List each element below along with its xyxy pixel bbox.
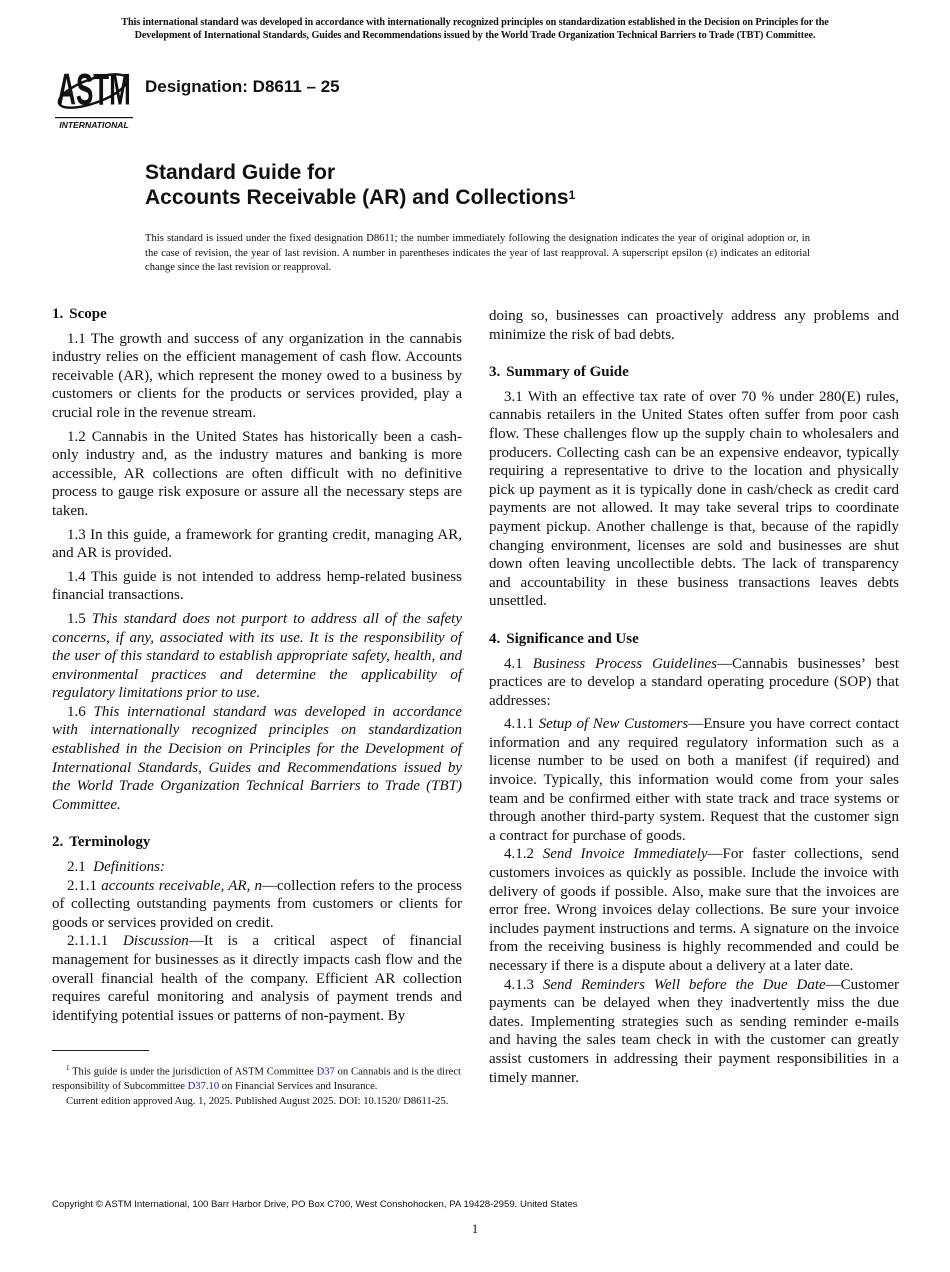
edition-note: Current edition approved Aug. 1, 2025. Published August 2025. DOI: 10.1520/ D8611-25. [66, 1095, 449, 1107]
section-heading-terminology: 2. Terminology [52, 834, 151, 851]
left-column [52, 305, 462, 1025]
paragraph-1-2: 1.2 Cannabis in the United States has historically been a cash-only industry and, as the industry matures and banking is more accessible, AR collections are often difficult with no definitive process to gauge risk exposure or assure all the necessary steps are taken. [52, 428, 462, 519]
paragraph-1-1: 1.1 The growth and success of any organization in the cannabis industry relies on the efficient management of cash flow. Accounts receivable (AR), which represent the money owed to a business by customers or clients for the products or services provided, play a crucial role in the revenue stream. [52, 330, 462, 421]
paragraph-4-1: 4.1 Business Process Guidelines—Cannabis businesses’ best practices are to develop a standard operating procedure (SOP) that addresses: [489, 655, 900, 709]
footnote-divider [52, 1050, 149, 1051]
designation: Designation: D8611 – 25 [145, 77, 340, 96]
paragraph-1-6: 1.6 This international standard was developed in accordance with internationally recognized principles on standardization established in the Decision on Principles for the Development of International Standards, Guides and Recommendations issued by the World Trade Organization Technical Barriers to Trade (TBT) Committee. [52, 703, 463, 813]
svg-text:INTERNATIONAL: INTERNATIONAL [59, 120, 129, 130]
paragraph-2-1-1-1: 2.1.1.1 Discussion—It is a critical aspect of financial management for businesses as it directly impacts cash flow and the overall financial health of the company. Efficient AR collection requires careful monitoring and analysis of payment trends and identifying potential issues or patterns of non-payment. By [52, 933, 462, 1024]
section-heading-summary: 3. Summary of Guide [489, 364, 629, 381]
notice-line-1: This international standard was developed in accordance with internationally recognized principles on standardization established in the Decision on Principles for the [121, 17, 829, 28]
paragraph-3-1: 3.1 With an effective tax rate of over 70 % under 280(E) rules, cannabis retailers in the United States often suffer from poor cash flow. These challenges flow up the supply chain to wholesalers and producers. Collecting cash can be an expensive endeavor, typically requiring a representative to drive to the location and physically pick up payment as it is typically done in cash/check as credit card payments are not allowed. It may take several trips to coordinate payment pickup. Another challenge is that, because of the rapidly changing environment, licenses are sold and businesses are shut down often leaving uncollectible debts. The lack of transparency and accountability in these business transactions leaves debts unsettled. [489, 388, 899, 610]
svg-text:ASTM: ASTM [57, 64, 131, 115]
page-number: 1 [471, 1221, 479, 1236]
title-footnote-ref[interactable]: 1 [568, 188, 576, 202]
top-notice [40, 16, 910, 42]
paragraph-4-1-3: 4.1.3 Send Reminders Well before the Due Date—Customer payments can be delayed when they inadvertently miss the due dates. Implementing strategies such as sending reminder e-mails and having the sales team check in with the customer can greatly assist customers in addressing their payment responsibilities in a timely manner. [489, 976, 899, 1086]
paragraph-4-1-2: 4.1.2 Send Invoice Immediately—For faster collections, send customers invoices as quickly as possible. Include the invoice with delivery of goods if possible. Also, make sure that the invoices are error free. Wrong invoices delay collections. Be sure your invoice includes payment instructions and terms. A signature on the invoice from the receiving business is highly recommended and could be necessary if there is a dispute about a delivery at a later date. [489, 846, 899, 974]
footnote-1: $^1$ This guide is under the jurisdiction of ASTM Committee D37 on Cannabis and is the direct responsibility of Subcommittee D37.10 on Financial Services and Insurance. [52, 1064, 461, 1093]
title-line-1: Standard Guide for [145, 161, 336, 184]
section-heading-scope: 1. Scope [52, 306, 107, 322]
footnote [52, 1061, 461, 1109]
paragraph-1-5: 1.5 This standard does not purport to address all of the safety concerns, if any, associated with its use. It is the responsibility of the user of this standard to establish appropriate safety, health, and environmental practices and determine the applicability of regulatory limitations prior to use. [52, 610, 462, 702]
committee-d37-link[interactable]: D37 [316, 1066, 335, 1078]
copyright-notice: Copyright © ASTM International, 100 Barr Harbor Drive, PO Box C700, West Conshohocken, PA 19428-2959. United States [52, 1199, 578, 1210]
title-line-2: Accounts Receivable (AR) and Collections$^1$ [145, 186, 576, 209]
page-title [145, 160, 575, 210]
paragraph-1-4: 1.4 This guide is not intended to address hemp-related business financial transactions. [52, 568, 462, 604]
paragraph-2-1: 2.1 Definitions: [67, 859, 165, 876]
paragraph-2-1-1: 2.1.1 accounts receivable, AR, n—collection refers to the process of collecting outstanding payments from customers or clients for goods or services provided on credit. [52, 877, 463, 931]
section-heading-significance: 4. Significance and Use [489, 630, 639, 647]
paragraph-1-3: 1.3 In this guide, a framework for granting credit, managing AR, and AR is provided. [52, 526, 462, 562]
right-column [489, 307, 899, 1087]
issue-note: This standard is issued under the fixed designation D8611; the number immediately following the designation indicates the year of original adoption or, in the case of revision, the year of last revision. A number in parentheses indicates the year of last reapproval. A superscript epsilon (ε) indicates an editorial change since the last revision or reapproval. [145, 233, 810, 273]
paragraph-4-1-1: 4.1.1 Setup of New Customers—Ensure you have correct contact information and any required regulatory information such as a license number to be used on both a manifest (if required) and invoice. Typically, this information would come from your sales team and be confirmed either with state track and trace systems or through another third-party system. Request that the customer sign a contract for purchase of goods. [489, 716, 899, 844]
astm-logo-icon [53, 55, 135, 133]
notice-line-2: Development of International Standards, Guides and Recommendations issued by the World Trade Organization Technical Barriers to Trade (TBT) Committee. [134, 30, 816, 41]
paragraph-2-continued: doing so, businesses can proactively address any problems and minimize the risk of bad debts. [489, 308, 899, 343]
subcommittee-d37-10-link[interactable]: D37.10 [187, 1081, 220, 1093]
